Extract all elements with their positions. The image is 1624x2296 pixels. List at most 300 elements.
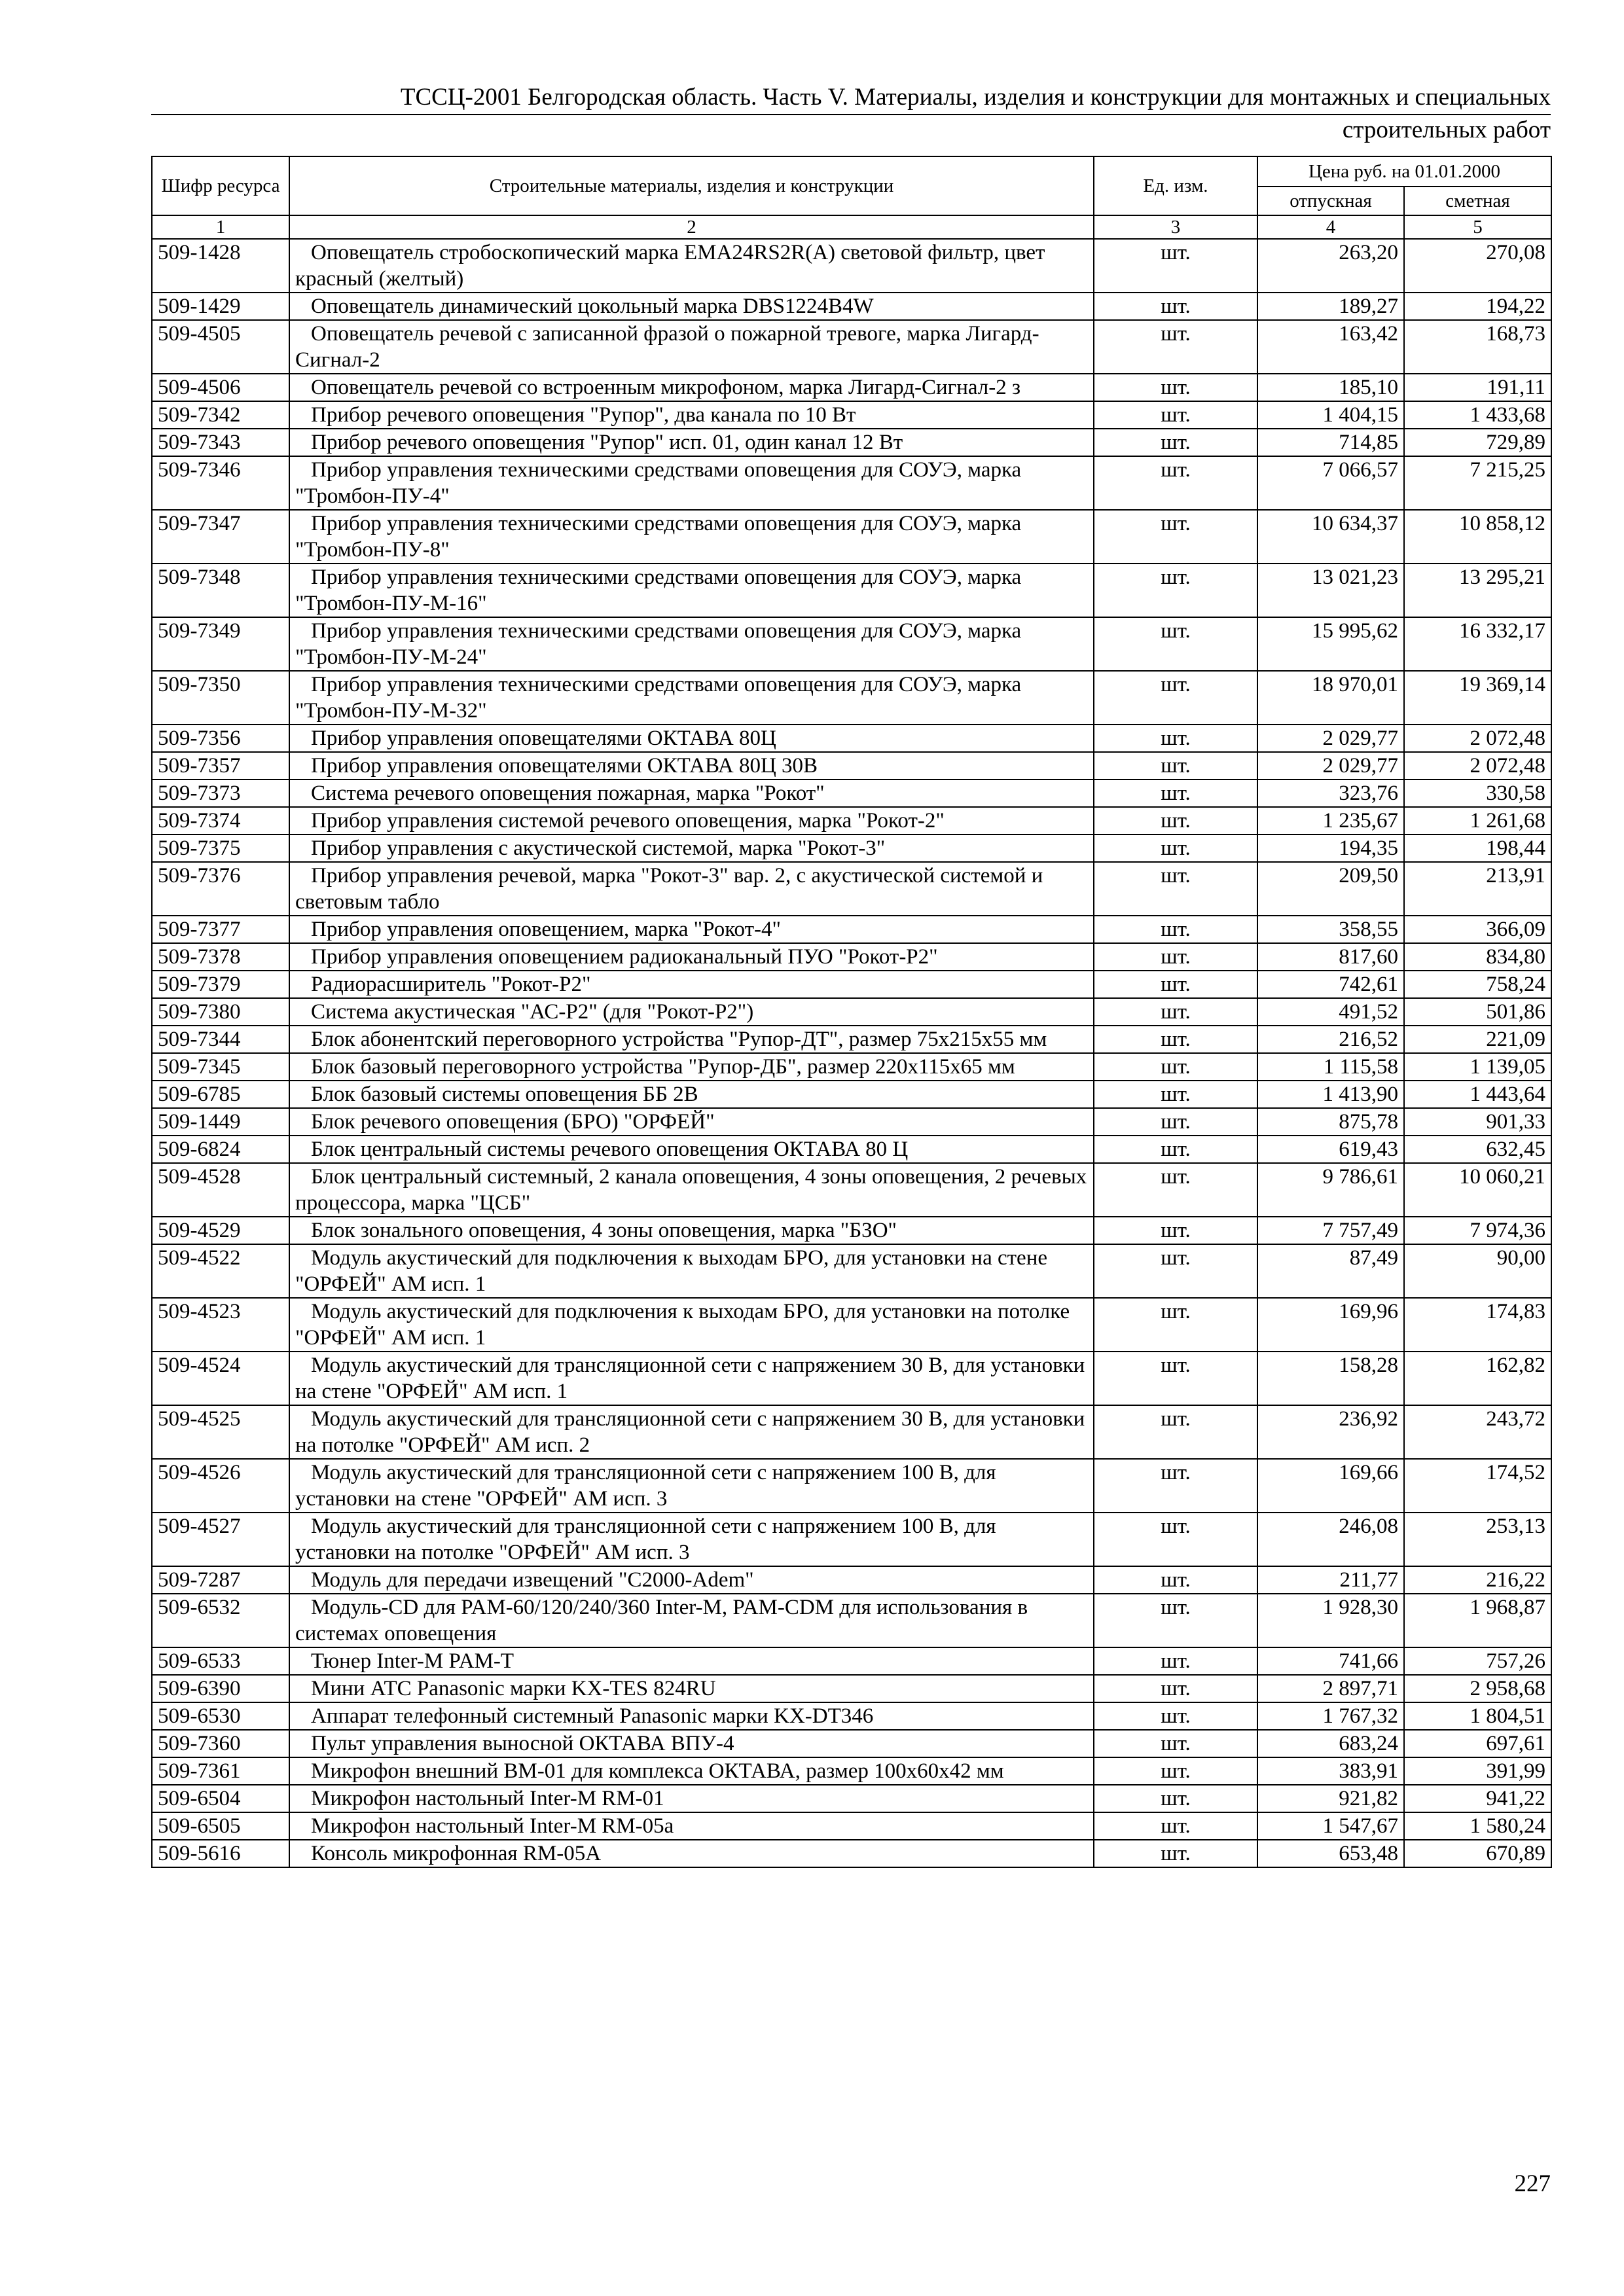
table-row: [152, 998, 1551, 1026]
page-header: [151, 82, 1551, 145]
unit-of-measure: шт.: [1094, 239, 1257, 293]
table-row: [152, 1647, 1551, 1675]
material-name-text: Микрофон настольный Inter-M RM-01: [311, 1787, 664, 1810]
material-name: [289, 510, 1094, 564]
unit-of-measure: шт.: [1094, 1108, 1257, 1136]
material-name: [289, 564, 1094, 617]
header-code: Шифр ресурса: [152, 156, 289, 215]
estimate-price: 270,08: [1404, 239, 1551, 293]
release-price: 169,66: [1257, 1459, 1404, 1513]
material-name: [289, 807, 1094, 834]
table-row: [152, 564, 1551, 617]
unit-of-measure: шт.: [1094, 752, 1257, 780]
release-price: 1 928,30: [1257, 1594, 1404, 1647]
material-name-text: Модуль акустический для трансляционной сети с напряжением 30 В, для установки на потолке "ОРФЕЙ" АМ исп. 2: [295, 1407, 1085, 1457]
material-name: [289, 943, 1094, 971]
material-name: [289, 617, 1094, 671]
release-price: 158,28: [1257, 1352, 1404, 1405]
unit-of-measure: шт.: [1094, 401, 1257, 429]
estimate-price: 19 369,14: [1404, 671, 1551, 725]
release-price: 211,77: [1257, 1566, 1404, 1594]
resource-code: 509-4506: [152, 374, 289, 401]
material-name: [289, 1675, 1094, 1702]
table-row: [152, 1244, 1551, 1298]
unit-of-measure: шт.: [1094, 1217, 1257, 1244]
estimate-price: 2 072,48: [1404, 725, 1551, 752]
release-price: 323,76: [1257, 780, 1404, 807]
release-price: 619,43: [1257, 1136, 1404, 1163]
material-name-text: Прибор управления техническими средствами оповещения для СОУЭ, марка "Тромбон-ПУ-4": [295, 458, 1022, 508]
estimate-price: 216,22: [1404, 1566, 1551, 1594]
estimate-price: 1 443,64: [1404, 1081, 1551, 1108]
material-name: [289, 1053, 1094, 1081]
release-price: 216,52: [1257, 1026, 1404, 1053]
estimate-price: 162,82: [1404, 1352, 1551, 1405]
material-name-text: Прибор управления оповещением радиоканальный ПУО "Рокот-Р2": [311, 945, 938, 969]
estimate-price: 1 804,51: [1404, 1702, 1551, 1730]
estimate-price: 168,73: [1404, 320, 1551, 374]
material-name: [289, 1702, 1094, 1730]
resource-code: 509-4529: [152, 1217, 289, 1244]
unit-of-measure: шт.: [1094, 510, 1257, 564]
material-name: [289, 1244, 1094, 1298]
table-row: [152, 807, 1551, 834]
resource-code: 509-6824: [152, 1136, 289, 1163]
table-row: [152, 1812, 1551, 1840]
resource-code: 509-7356: [152, 725, 289, 752]
unit-of-measure: шт.: [1094, 1757, 1257, 1785]
unit-of-measure: шт.: [1094, 1459, 1257, 1513]
material-name: [289, 1405, 1094, 1459]
unit-of-measure: шт.: [1094, 1081, 1257, 1108]
resource-code: 509-7373: [152, 780, 289, 807]
document-title: ТССЦ-2001 Белгородская область. Часть V. Материалы, изделия и конструкции для монтажных и специальных: [400, 84, 1551, 111]
unit-of-measure: шт.: [1094, 1513, 1257, 1566]
material-name: [289, 1757, 1094, 1785]
release-price: 194,35: [1257, 834, 1404, 862]
material-name: [289, 1459, 1094, 1513]
unit-of-measure: шт.: [1094, 1244, 1257, 1298]
release-price: 2 897,71: [1257, 1675, 1404, 1702]
unit-of-measure: шт.: [1094, 1566, 1257, 1594]
table-row: [152, 374, 1551, 401]
material-name-text: Блок речевого оповещения (БРО) "ОРФЕЙ": [311, 1110, 715, 1134]
resource-code: 509-4525: [152, 1405, 289, 1459]
resource-code: 509-6530: [152, 1702, 289, 1730]
material-name: [289, 401, 1094, 429]
release-price: 921,82: [1257, 1785, 1404, 1812]
unit-of-measure: шт.: [1094, 617, 1257, 671]
material-name-text: Радиорасширитель "Рокот-Р2": [311, 973, 591, 996]
material-name: [289, 374, 1094, 401]
material-name-text: Блок базовый переговорного устройства "Рупор-ДБ", размер 220x115x65 мм: [311, 1055, 1015, 1079]
material-name: [289, 320, 1094, 374]
release-price: 87,49: [1257, 1244, 1404, 1298]
material-name-text: Прибор речевого оповещения "Рупор" исп. 01, один канал 12 Вт: [311, 431, 903, 454]
release-price: 358,55: [1257, 916, 1404, 943]
release-price: 163,42: [1257, 320, 1404, 374]
release-price: 7 757,49: [1257, 1217, 1404, 1244]
material-name: [289, 1352, 1094, 1405]
material-name: [289, 671, 1094, 725]
column-number: 5: [1404, 215, 1551, 239]
resource-code: 509-7348: [152, 564, 289, 617]
release-price: 2 029,77: [1257, 725, 1404, 752]
resource-code: 509-7376: [152, 862, 289, 916]
unit-of-measure: шт.: [1094, 1785, 1257, 1812]
release-price: 683,24: [1257, 1730, 1404, 1757]
resource-code: 509-7379: [152, 971, 289, 998]
resource-code: 509-7347: [152, 510, 289, 564]
material-name-text: Мини АТС Panasonic марки KX-TES 824RU: [311, 1677, 716, 1700]
resource-code: 509-4522: [152, 1244, 289, 1298]
document-title-continuation: строительных работ: [1342, 117, 1551, 143]
unit-of-measure: шт.: [1094, 780, 1257, 807]
material-name: [289, 239, 1094, 293]
table-row: [152, 401, 1551, 429]
material-name: [289, 834, 1094, 862]
estimate-price: 901,33: [1404, 1108, 1551, 1136]
estimate-price: 253,13: [1404, 1513, 1551, 1566]
material-name: [289, 429, 1094, 456]
material-name: [289, 456, 1094, 510]
table-row: [152, 1298, 1551, 1352]
material-name-text: Модуль акустический для подключения к выходам БРО, для установки на потолке "ОРФЕЙ" АМ исп. 1: [295, 1300, 1070, 1350]
material-name-text: Модуль акустический для подключения к выходам БРО, для установки на стене "ОРФЕЙ" АМ исп. 1: [295, 1246, 1048, 1296]
unit-of-measure: шт.: [1094, 834, 1257, 862]
release-price: 15 995,62: [1257, 617, 1404, 671]
release-price: 383,91: [1257, 1757, 1404, 1785]
table-row: [152, 1730, 1551, 1757]
release-price: 169,96: [1257, 1298, 1404, 1352]
material-name: [289, 1136, 1094, 1163]
material-name-text: Консоль микрофонная RM-05A: [311, 1842, 602, 1865]
resource-code: 509-7344: [152, 1026, 289, 1053]
resource-code: 509-7346: [152, 456, 289, 510]
estimate-price: 729,89: [1404, 429, 1551, 456]
table-row: [152, 239, 1551, 293]
resource-code: 509-6785: [152, 1081, 289, 1108]
material-name-text: Блок центральный системный, 2 канала оповещения, 4 зоны оповещения, 2 речевых процессора, марка "ЦСБ": [295, 1165, 1087, 1215]
material-name-text: Прибор речевого оповещения "Рупор", два канала по 10 Вт: [311, 403, 856, 427]
release-price: 209,50: [1257, 862, 1404, 916]
unit-of-measure: шт.: [1094, 1812, 1257, 1840]
resource-code: 509-7287: [152, 1566, 289, 1594]
estimate-price: 941,22: [1404, 1785, 1551, 1812]
unit-of-measure: шт.: [1094, 916, 1257, 943]
table-body: [152, 239, 1551, 1867]
table-row: [152, 1459, 1551, 1513]
resource-code: 509-1429: [152, 293, 289, 320]
material-name: [289, 1108, 1094, 1136]
release-price: 189,27: [1257, 293, 1404, 320]
material-name-text: Блок зонального оповещения, 4 зоны оповещения, марка "БЗО": [311, 1219, 897, 1242]
column-number: 2: [289, 215, 1094, 239]
unit-of-measure: шт.: [1094, 1053, 1257, 1081]
resource-code: 509-7345: [152, 1053, 289, 1081]
material-name-text: Аппарат телефонный системный Panasonic марки KX-DT346: [311, 1704, 874, 1728]
table-row: [152, 1675, 1551, 1702]
table-row: [152, 1702, 1551, 1730]
resource-code: 509-6505: [152, 1812, 289, 1840]
table-row: [152, 1108, 1551, 1136]
unit-of-measure: шт.: [1094, 998, 1257, 1026]
table-row: [152, 1352, 1551, 1405]
table-row: [152, 1785, 1551, 1812]
resource-code: 509-7380: [152, 998, 289, 1026]
material-name: [289, 1647, 1094, 1675]
material-name: [289, 1026, 1094, 1053]
table-head: [152, 156, 1551, 239]
table-row: [152, 1081, 1551, 1108]
estimate-price: 330,58: [1404, 780, 1551, 807]
material-name-text: Прибор управления оповещением, марка "Рокот-4": [311, 918, 781, 941]
material-name: [289, 780, 1094, 807]
resource-code: 509-7377: [152, 916, 289, 943]
estimate-price: 174,83: [1404, 1298, 1551, 1352]
resource-code: 509-7350: [152, 671, 289, 725]
release-price: 10 634,37: [1257, 510, 1404, 564]
resource-code: 509-6390: [152, 1675, 289, 1702]
header-name: Строительные материалы, изделия и конструкции: [289, 156, 1094, 215]
unit-of-measure: шт.: [1094, 862, 1257, 916]
unit-of-measure: шт.: [1094, 1352, 1257, 1405]
release-price: 7 066,57: [1257, 456, 1404, 510]
material-name-text: Оповещатель речевой с записанной фразой о пожарной тревоге, марка Лигард-Сигнал-2: [295, 322, 1039, 372]
unit-of-measure: шт.: [1094, 1675, 1257, 1702]
release-price: 742,61: [1257, 971, 1404, 998]
estimate-price: 366,09: [1404, 916, 1551, 943]
estimate-price: 758,24: [1404, 971, 1551, 998]
resource-code: 509-6532: [152, 1594, 289, 1647]
resource-code: 509-4523: [152, 1298, 289, 1352]
resource-code: 509-7378: [152, 943, 289, 971]
table-row: [152, 916, 1551, 943]
material-name-text: Прибор управления техническими средствами оповещения для СОУЭ, марка "Тромбон-ПУ-М-24": [295, 619, 1022, 669]
release-price: 491,52: [1257, 998, 1404, 1026]
material-name: [289, 1566, 1094, 1594]
material-name-text: Система речевого оповещения пожарная, марка "Рокот": [311, 781, 825, 805]
unit-of-measure: шт.: [1094, 1730, 1257, 1757]
resource-code: 509-7343: [152, 429, 289, 456]
material-name: [289, 1785, 1094, 1812]
unit-of-measure: шт.: [1094, 807, 1257, 834]
estimate-price: 213,91: [1404, 862, 1551, 916]
estimate-price: 2 958,68: [1404, 1675, 1551, 1702]
material-name-text: Модуль акустический для трансляционной сети с напряжением 30 В, для установки на стене "ОРФЕЙ" АМ исп. 1: [295, 1354, 1085, 1403]
resource-code: 509-7374: [152, 807, 289, 834]
material-name-text: Блок базовый системы оповещения ББ 2В: [311, 1083, 698, 1106]
table-row: [152, 1566, 1551, 1594]
unit-of-measure: шт.: [1094, 1702, 1257, 1730]
table-row: [152, 862, 1551, 916]
estimate-price: 90,00: [1404, 1244, 1551, 1298]
material-name-text: Модуль акустический для трансляционной сети с напряжением 100 В, для установки на стене "ОРФЕЙ" АМ исп. 3: [295, 1461, 996, 1511]
page-number: 227: [1514, 2170, 1551, 2197]
unit-of-measure: шт.: [1094, 293, 1257, 320]
header-estimate-price: сметная: [1404, 187, 1551, 215]
release-price: 1 235,67: [1257, 807, 1404, 834]
material-name: [289, 1163, 1094, 1217]
release-price: 9 786,61: [1257, 1163, 1404, 1217]
estimate-price: 1 433,68: [1404, 401, 1551, 429]
material-name-text: Прибор управления техническими средствами оповещения для СОУЭ, марка "Тромбон-ПУ-М-32": [295, 673, 1022, 723]
material-name-text: Модуль-CD для PAM-60/120/240/360 Inter-M, PAM-CDM для использования в системах оповещения: [295, 1596, 1028, 1645]
release-price: 2 029,77: [1257, 752, 1404, 780]
resource-code: 509-7360: [152, 1730, 289, 1757]
material-name-text: Блок центральный системы речевого оповещения ОКТАВА 80 Ц: [311, 1138, 909, 1161]
unit-of-measure: шт.: [1094, 1594, 1257, 1647]
material-name-text: Тюнер Inter-M PAM-T: [311, 1649, 514, 1673]
estimate-price: 221,09: [1404, 1026, 1551, 1053]
table-row: [152, 752, 1551, 780]
material-name-text: Прибор управления оповещателями ОКТАВА 80Ц: [311, 726, 776, 750]
material-name: [289, 1840, 1094, 1867]
estimate-price: 1 968,87: [1404, 1594, 1551, 1647]
material-name: [289, 1081, 1094, 1108]
release-price: 1 547,67: [1257, 1812, 1404, 1840]
material-name-text: Модуль для передачи извещений "С2000-Adem": [311, 1568, 754, 1592]
table-row: [152, 510, 1551, 564]
table-row: [152, 1217, 1551, 1244]
resource-code: 509-4526: [152, 1459, 289, 1513]
resource-code: 509-6504: [152, 1785, 289, 1812]
resource-code: 509-4524: [152, 1352, 289, 1405]
material-name-text: Прибор управления техническими средствами оповещения для СОУЭ, марка "Тромбон-ПУ-М-16": [295, 565, 1022, 615]
resource-code: 509-6533: [152, 1647, 289, 1675]
estimate-price: 2 072,48: [1404, 752, 1551, 780]
material-name: [289, 1513, 1094, 1566]
estimate-price: 697,61: [1404, 1730, 1551, 1757]
material-name-text: Прибор управления оповещателями ОКТАВА 80Ц 30В: [311, 754, 818, 778]
release-price: 1 404,15: [1257, 401, 1404, 429]
table-row: [152, 1163, 1551, 1217]
material-name-text: Микрофон настольный Inter-M RM-05a: [311, 1814, 674, 1838]
estimate-price: 670,89: [1404, 1840, 1551, 1867]
release-price: 185,10: [1257, 374, 1404, 401]
material-name-text: Оповещатель речевой со встроенным микрофоном, марка Лигард-Сигнал-2 з: [311, 376, 1021, 399]
material-name: [289, 1812, 1094, 1840]
table-row: [152, 1594, 1551, 1647]
table-row: [152, 943, 1551, 971]
release-price: 875,78: [1257, 1108, 1404, 1136]
estimate-price: 198,44: [1404, 834, 1551, 862]
material-name-text: Модуль акустический для трансляционной сети с напряжением 100 В, для установки на потолке "ОРФЕЙ" АМ исп. 3: [295, 1515, 996, 1564]
material-name-text: Прибор управления с акустической системой, марка "Рокот-3": [311, 836, 886, 860]
header-unit: Ед. изм.: [1094, 156, 1257, 215]
material-name-text: Прибор управления речевой, марка "Рокот-3" вар. 2, с акустической системой и световым табло: [295, 864, 1043, 914]
resource-code: 509-7342: [152, 401, 289, 429]
resource-code: 509-1449: [152, 1108, 289, 1136]
estimate-price: 16 332,17: [1404, 617, 1551, 671]
material-name-text: Оповещатель динамический цокольный марка DBS1224B4W: [311, 295, 874, 318]
resource-code: 509-7349: [152, 617, 289, 671]
release-price: 1 413,90: [1257, 1081, 1404, 1108]
table-row: [152, 971, 1551, 998]
unit-of-measure: шт.: [1094, 971, 1257, 998]
estimate-price: 834,80: [1404, 943, 1551, 971]
table-row: [152, 429, 1551, 456]
unit-of-measure: шт.: [1094, 1298, 1257, 1352]
column-number: 3: [1094, 215, 1257, 239]
column-number: 1: [152, 215, 289, 239]
estimate-price: 7 974,36: [1404, 1217, 1551, 1244]
table-row: [152, 1026, 1551, 1053]
material-name-text: Блок абонентский переговорного устройства "Рупор-ДТ", размер 75x215x55 мм: [311, 1028, 1047, 1051]
material-name: [289, 752, 1094, 780]
release-price: 741,66: [1257, 1647, 1404, 1675]
release-price: 246,08: [1257, 1513, 1404, 1566]
table-row: [152, 1405, 1551, 1459]
estimate-price: 1 261,68: [1404, 807, 1551, 834]
release-price: 236,92: [1257, 1405, 1404, 1459]
material-name: [289, 725, 1094, 752]
material-name: [289, 1298, 1094, 1352]
table-row: [152, 617, 1551, 671]
resource-code: 509-7357: [152, 752, 289, 780]
material-name-text: Пульт управления выносной ОКТАВА ВПУ-4: [311, 1732, 734, 1755]
unit-of-measure: шт.: [1094, 374, 1257, 401]
unit-of-measure: шт.: [1094, 1136, 1257, 1163]
estimate-price: 194,22: [1404, 293, 1551, 320]
unit-of-measure: шт.: [1094, 725, 1257, 752]
material-name: [289, 916, 1094, 943]
unit-of-measure: шт.: [1094, 943, 1257, 971]
table-row: [152, 1053, 1551, 1081]
release-price: 18 970,01: [1257, 671, 1404, 725]
material-name: [289, 1217, 1094, 1244]
estimate-price: 757,26: [1404, 1647, 1551, 1675]
resource-code: 509-7375: [152, 834, 289, 862]
estimate-price: 501,86: [1404, 998, 1551, 1026]
release-price: 1 115,58: [1257, 1053, 1404, 1081]
material-name-text: Прибор управления техническими средствами оповещения для СОУЭ, марка "Тромбон-ПУ-8": [295, 512, 1022, 562]
estimate-price: 10 060,21: [1404, 1163, 1551, 1217]
table-row: [152, 1757, 1551, 1785]
unit-of-measure: шт.: [1094, 671, 1257, 725]
estimate-price: 1 139,05: [1404, 1053, 1551, 1081]
resource-code: 509-5616: [152, 1840, 289, 1867]
material-name: [289, 1594, 1094, 1647]
material-name-text: Оповещатель стробоскопический марка EMA24RS2R(A) световой фильтр, цвет красный (желтый): [295, 241, 1045, 291]
release-price: 817,60: [1257, 943, 1404, 971]
estimate-price: 7 215,25: [1404, 456, 1551, 510]
column-number: 4: [1257, 215, 1404, 239]
unit-of-measure: шт.: [1094, 429, 1257, 456]
resource-code: 509-4528: [152, 1163, 289, 1217]
unit-of-measure: шт.: [1094, 564, 1257, 617]
material-name: [289, 1730, 1094, 1757]
release-price: 714,85: [1257, 429, 1404, 456]
unit-of-measure: шт.: [1094, 1840, 1257, 1867]
estimate-price: 632,45: [1404, 1136, 1551, 1163]
material-name: [289, 998, 1094, 1026]
estimate-price: 391,99: [1404, 1757, 1551, 1785]
unit-of-measure: шт.: [1094, 1405, 1257, 1459]
unit-of-measure: шт.: [1094, 320, 1257, 374]
table-row: [152, 320, 1551, 374]
release-price: 13 021,23: [1257, 564, 1404, 617]
table-row: [152, 780, 1551, 807]
unit-of-measure: шт.: [1094, 456, 1257, 510]
estimate-price: 1 580,24: [1404, 1812, 1551, 1840]
table-row: [152, 1136, 1551, 1163]
release-price: 1 767,32: [1257, 1702, 1404, 1730]
release-price: 653,48: [1257, 1840, 1404, 1867]
table-row: [152, 725, 1551, 752]
resource-code: 509-4505: [152, 320, 289, 374]
estimate-price: 13 295,21: [1404, 564, 1551, 617]
